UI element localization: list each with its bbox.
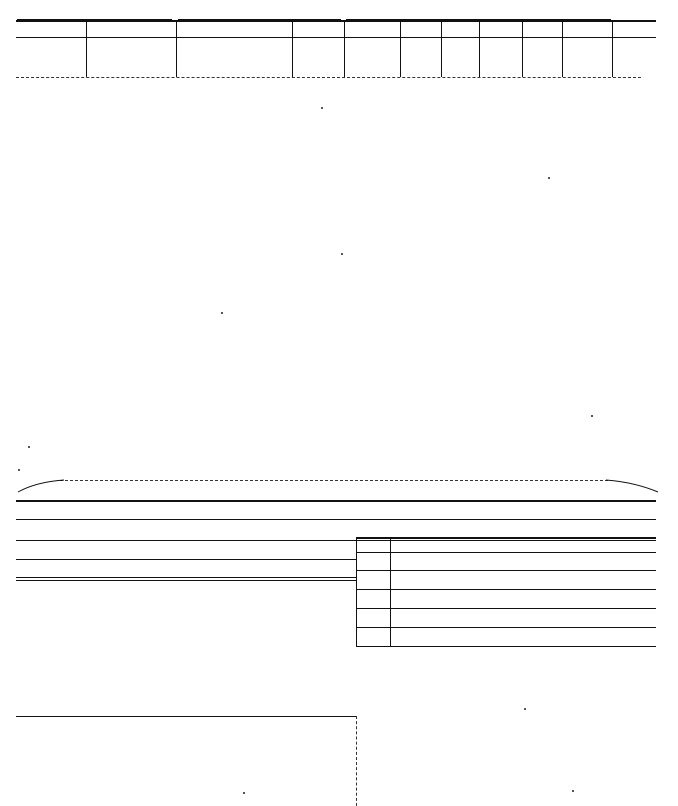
- col-sep-8: [522, 20, 523, 77]
- official-rule: [16, 540, 656, 541]
- col-sep-5: [400, 20, 401, 77]
- col-sep-10: [612, 20, 613, 77]
- comments-right-border: [356, 716, 357, 806]
- scan-speck: [524, 708, 526, 710]
- home-office-rule: [16, 519, 656, 520]
- col-sep-7: [479, 20, 480, 77]
- header-bottom-dashed-rule: [16, 77, 641, 78]
- card-right-corner-curve: [604, 474, 660, 494]
- col-sep-9: [562, 20, 563, 77]
- card-top-dashed-rule: [60, 480, 608, 481]
- scan-speck: [221, 312, 223, 314]
- stoppage-row-rule-1: [356, 570, 656, 571]
- col-sep-2: [176, 20, 177, 77]
- stoppage-row-rule-3: [356, 608, 656, 609]
- stoppage-date-divider: [390, 537, 391, 646]
- stoppage-row-rule-4: [356, 627, 656, 628]
- scan-speck: [28, 446, 30, 448]
- header-top-rule: [16, 20, 656, 22]
- scan-speck: [548, 177, 550, 179]
- stoppage-header-rule: [356, 552, 656, 553]
- scan-speck: [243, 792, 245, 794]
- stoppage-left-border: [356, 537, 357, 646]
- stoppage-top-rule: [356, 537, 656, 539]
- company-name-rule: [16, 500, 656, 502]
- scan-speck: [321, 107, 323, 109]
- comments-top-rule: [16, 716, 356, 717]
- development-rule: [16, 559, 356, 560]
- card-left-corner-curve: [16, 474, 66, 494]
- scan-speck: [341, 253, 343, 255]
- scan-speck: [591, 415, 593, 417]
- production-rule-2: [16, 580, 356, 581]
- production-rule-1: [16, 577, 356, 578]
- col-sep-3: [292, 20, 293, 77]
- header-mid-rule: [16, 37, 656, 38]
- scan-speck: [18, 469, 20, 471]
- scan-speck: [572, 790, 574, 792]
- col-sep-6: [441, 20, 442, 77]
- stoppage-row-rule-2: [356, 589, 656, 590]
- stoppage-bottom-rule: [356, 646, 656, 647]
- col-sep-4: [344, 20, 345, 77]
- col-sep-1: [86, 20, 87, 77]
